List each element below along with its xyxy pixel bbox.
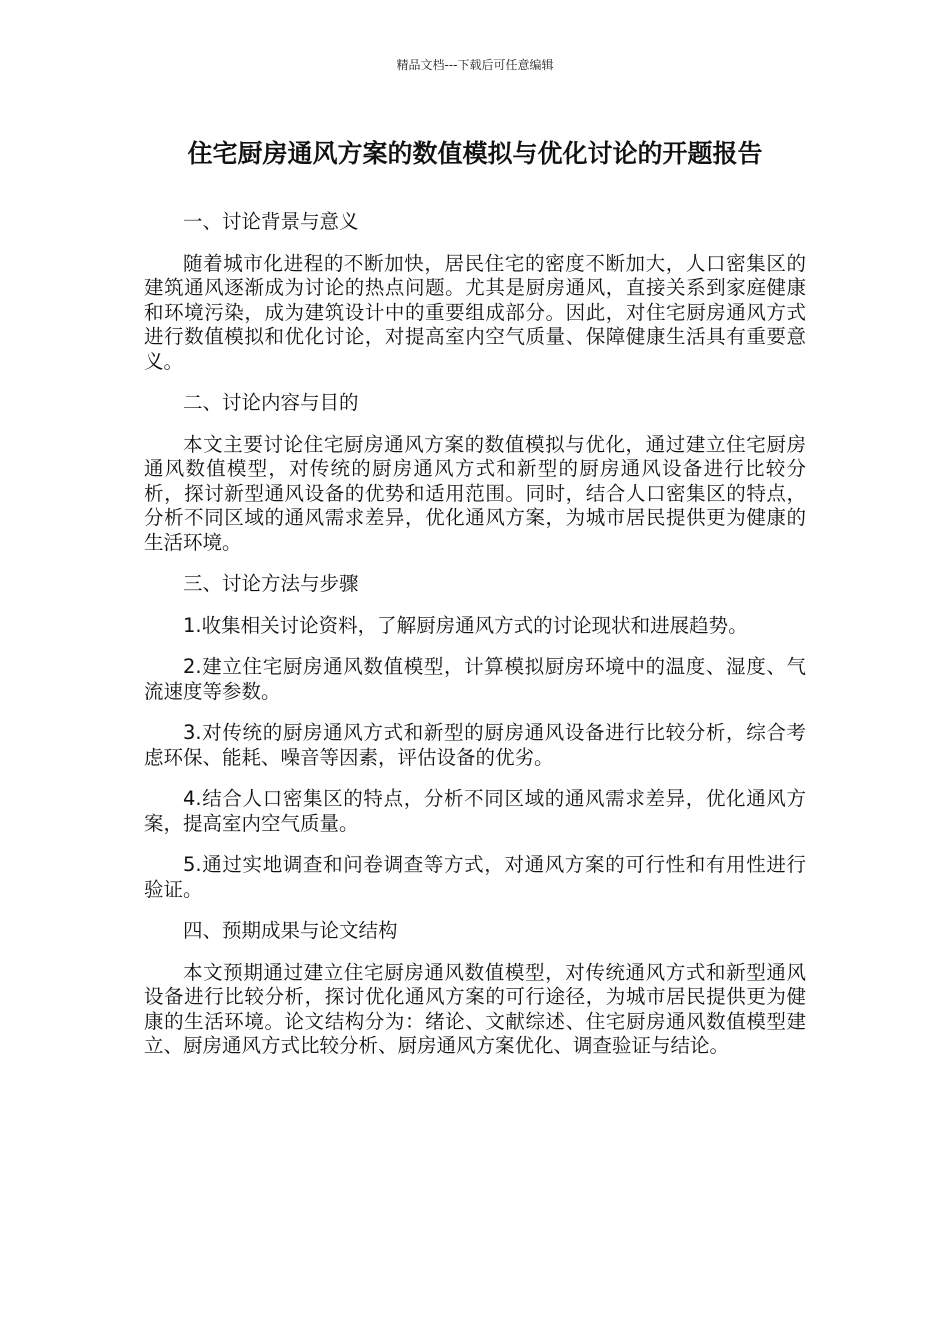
section-heading-results: 四、预期成果与论文结构	[183, 919, 398, 942]
section-heading-method: 三、讨论方法与步骤	[183, 572, 359, 595]
method-step-3: 3.对传统的厨房通风方式和新型的厨房通风设备进行比较分析，综合考虑环保、能耗、噪音等因素，评估设备的优劣。	[144, 721, 806, 769]
paragraph-background: 随着城市化进程的不断加快，居民住宅的密度不断加大，人口密集区的建筑通风逐渐成为讨论的热点问题。尤其是厨房通风，直接关系到家庭健康和环境污染，成为建筑设计中的重要组成部分。因此，对住宅厨房通风方式进行数值模拟和优化讨论，对提高室内空气质量、保障健康生活具有重要意义。	[144, 251, 806, 373]
document-title: 住宅厨房通风方案的数值模拟与优化讨论的开题报告	[187, 139, 763, 168]
section-heading-content: 二、讨论内容与目的	[183, 391, 359, 414]
method-step-5: 5.通过实地调查和问卷调查等方式，对通风方案的可行性和有用性进行验证。	[144, 853, 806, 901]
method-step-1: 1.收集相关讨论资料，了解厨房通风方式的讨论现状和进展趋势。	[183, 613, 748, 637]
page-header: 精品文档---下载后可任意编辑	[396, 58, 554, 72]
method-step-4: 4.结合人口密集区的特点，分析不同区域的通风需求差异，优化通风方案，提高室内空气质量。	[144, 787, 806, 835]
method-step-2: 2.建立住宅厨房通风数值模型，计算模拟厨房环境中的温度、湿度、气流速度等参数。	[144, 655, 806, 703]
section-heading-background: 一、讨论背景与意义	[183, 210, 359, 233]
paragraph-results: 本文预期通过建立住宅厨房通风数值模型，对传统通风方式和新型通风设备进行比较分析，探讨优化通风方案的可行途径，为城市居民提供更为健康的生活环境。论文结构分为：绪论、文献综述、住宅厨房通风数值模型建立、厨房通风方式比较分析、厨房通风方案优化、调查验证与结论。	[144, 960, 806, 1057]
paragraph-content: 本文主要讨论住宅厨房通风方案的数值模拟与优化，通过建立住宅厨房通风数值模型，对传统的厨房通风方式和新型的厨房通风设备进行比较分析，探讨新型通风设备的优势和适用范围。同时，结合人口密集区的特点，分析不同区域的通风需求差异，优化通风方案，为城市居民提供更为健康的生活环境。	[144, 432, 806, 554]
document-text	[144, 210, 806, 1076]
